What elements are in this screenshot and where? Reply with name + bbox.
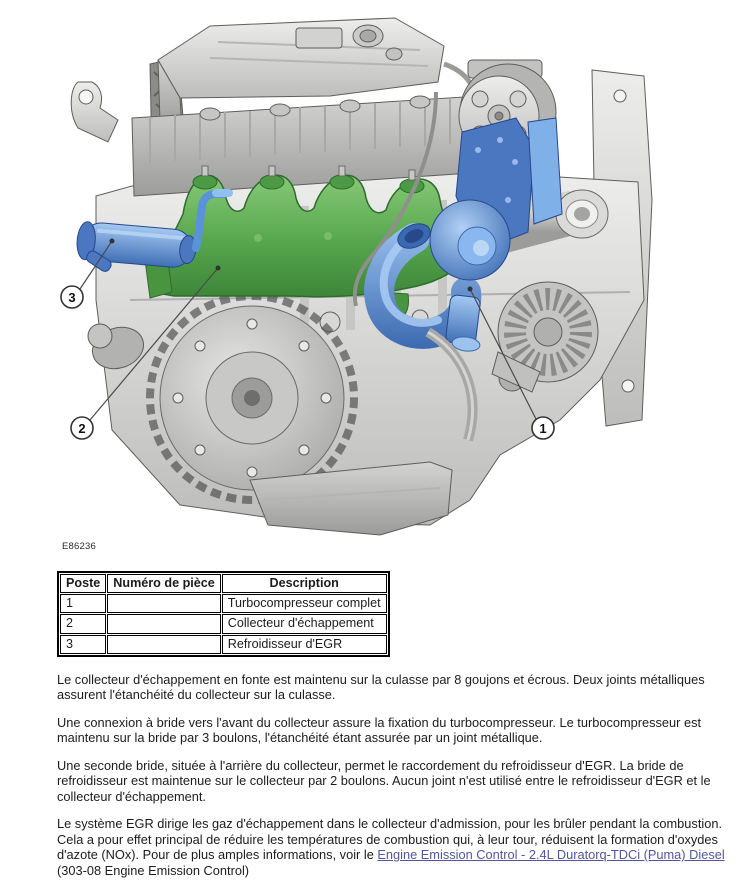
paragraph-4-text-after: (303-08 Engine Emission Control)	[57, 862, 250, 878]
paragraph-4	[57, 816, 741, 878]
paragraph-3: Une seconde bride, située à l'arrière du collecteur, permet le raccordement du refroidisseur d'EGR. La bride de refroidisseur est maintenue sur le collecteur par 2 boulons. Aucun joint n'est utilisé entre le refroidisseur d'EGR et le collecteur d'échappement.	[57, 757, 711, 804]
paragraph-1: Le collecteur d'échappement en fonte est maintenu sur la culasse par 8 goujons et écrous. Deux joints métalliques assurent l'étanchéité du collecteur sur la culasse.	[57, 671, 705, 703]
col-header-numero: Numéro de pièce	[107, 574, 220, 593]
cell-poste: 2	[60, 614, 106, 633]
cell-poste: 1	[60, 594, 106, 613]
table-header-row	[60, 574, 387, 593]
callout-3-number: 3	[68, 290, 76, 305]
col-header-description: Description	[222, 574, 387, 593]
table-row	[60, 614, 387, 633]
cell-numero	[107, 594, 220, 613]
callout-2-number: 2	[78, 421, 86, 436]
table-row	[60, 635, 387, 654]
emission-control-link[interactable]: Engine Emission Control - 2.4L Duratorq-TDCi (Puma) Diesel	[377, 847, 725, 863]
parts-table	[57, 571, 390, 657]
table-row	[60, 594, 387, 613]
cell-description: Refroidisseur d'EGR	[222, 635, 387, 654]
cell-poste: 3	[60, 635, 106, 654]
figure-id-label: E86236	[62, 541, 96, 552]
paragraph-2: Une connexion à bride vers l'avant du collecteur assure la fixation du turbocompresseur. Le turbocompresseur est maintenu sur la bride par 3 boulons, l'étanchéité étant assurée par un joint métallique.	[57, 714, 702, 746]
cell-description: Collecteur d'échappement	[222, 614, 387, 633]
callout-1-number: 1	[539, 421, 547, 436]
col-header-poste: Poste	[60, 574, 106, 593]
main-content	[57, 571, 741, 890]
paragraph-4-text-before: Le système EGR dirige les gaz d'échappement dans le collecteur d'admission, pour les brûler pendant la combustion. Cela a pour effet principal de réduire les températures de combustion qui, à leur tour, réduisent la formation d'oxydes d'azote (NOx). Pour de plus amples informations, voir le	[57, 816, 723, 863]
cell-numero	[107, 635, 220, 654]
cell-description: Turbocompresseur complet	[222, 594, 387, 613]
cell-numero	[107, 614, 220, 633]
